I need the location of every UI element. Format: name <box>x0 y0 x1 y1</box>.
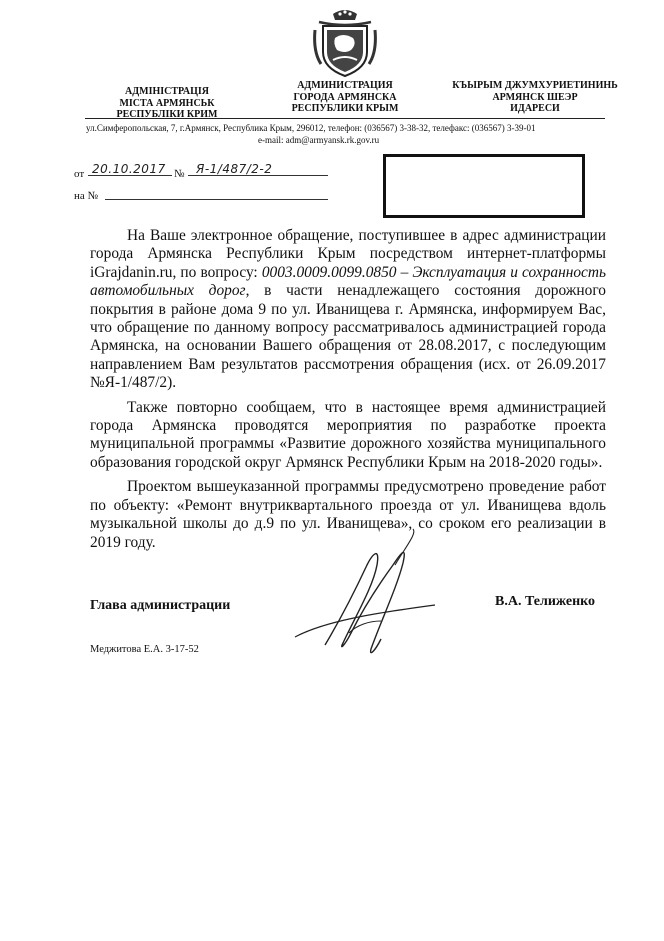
header-right-line: КЪЫРЫМ ДЖУМХУРИЕТИНИНЬ <box>452 80 618 91</box>
reference-number: Я-1/487/2-2 <box>196 162 273 176</box>
paragraph-1-start: На Ваше электронное обращение, поступившее в адрес администрации города Армянска Республики Крым посредством интернет-платформы iGrajdanin.ru, по вопросу: <box>90 227 606 281</box>
header-right <box>445 80 625 115</box>
redacted-recipient-box <box>383 154 585 218</box>
header-left-line: АДМІНІСТРАЦІЯ <box>125 86 209 97</box>
from-label: от <box>74 168 85 180</box>
paragraph-1-end: , в части ненадлежащего состояния дорожного покрытия в районе дома 9 по ул. Иванищева г. Армянска, информируем Вас, что обращение по данному вопросу рассматривалось администрацией города Армянска, на основании Вашего обращения от 28.08.2017, с последующим направлением Вам результатов рассмотрения обращения (исх. от 26.09.2017 №Я-1/487/2). <box>90 282 606 392</box>
header-center-line: АДМИНИСТРАЦИЯ <box>297 80 393 91</box>
reference-date: 20.10.2017 <box>92 162 166 176</box>
to-underline <box>105 186 328 200</box>
executor-line: Меджитова Е.А. 3-17-52 <box>90 644 199 655</box>
header-left-line: РЕСПУБЛІКИ КРИМ <box>116 109 218 120</box>
number-label: № <box>174 168 185 180</box>
signatory-position: Глава администрации <box>90 598 231 613</box>
signatory-name: В.А. Телиженко <box>495 594 596 609</box>
address-line: ул.Симферопольская, 7, г.Армянск, Республика Крым, 296012, телефон: (036567) 3-38-32, телефакс: (036567) 3-39-01 <box>86 123 536 133</box>
header-left <box>92 86 242 121</box>
header-center-line: ГОРОДА АРМЯНСКА <box>293 91 397 103</box>
header-divider <box>85 118 605 119</box>
to-label: на № <box>74 190 99 202</box>
paragraph-2: Также повторно сообщаем, что в настоящее время администрацией города Армянска проводятся мероприятия по разработке проекта муниципальной программы «Развитие дорожного хозяйства муниципального образования городской округ Армянск Республики Крым на 2018-2020 годы». <box>90 398 606 471</box>
paragraph-1 <box>90 227 606 393</box>
paragraph-3: Проектом вышеуказанной программы предусмотрено проведение работ по объекту: «Ремонт внутриквартального проезда от ул. Иванищева вдоль музыкальной школы до д.9 по ул. Иванищева», со сроком его реализации в 2019 году. <box>90 478 606 551</box>
header-center <box>270 80 420 115</box>
letter-body <box>90 227 606 552</box>
header-right-line: ИДАРЕСИ <box>510 103 560 114</box>
header-right-line: АРМЯНСК ШЕЭР <box>492 91 578 103</box>
header-left-line: МІСТА АРМЯНСЬК <box>119 97 215 109</box>
topic-code: 0003.0009.0099.0850 – Эксплуатация и сохранность автомобильных дорог <box>90 263 607 300</box>
handwritten-signature <box>285 525 455 670</box>
email-line: e-mail: adm@armyansk.rk.gov.ru <box>258 135 380 145</box>
coat-of-arms-icon <box>313 8 377 78</box>
header-center-line: РЕСПУБЛИКИ КРЫМ <box>291 103 399 114</box>
